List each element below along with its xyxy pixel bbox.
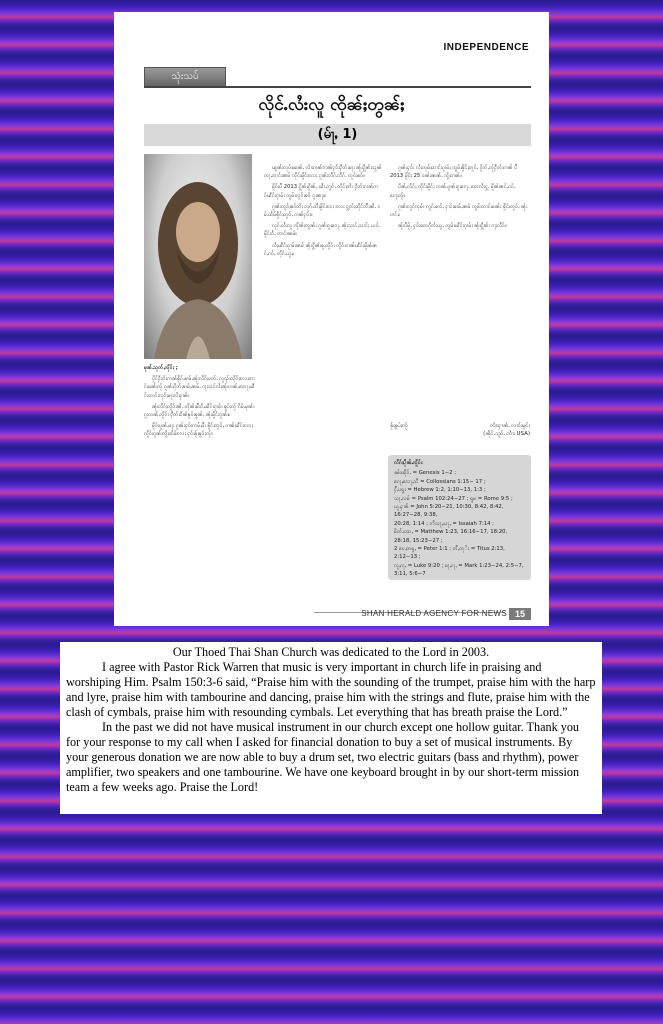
portrait-image xyxy=(144,154,252,359)
article-column-1 xyxy=(144,364,256,604)
column-author: မုၼ်ႉသုတ်ႇၸိုဝ်ႈ ; xyxy=(144,365,178,371)
reference-item: လူႇၵႃႇ = Luke 9:20 ; မႃႇၵႃႇ = Mark 1:23−24, 2:5−7, 3:11, 5:6−7 xyxy=(394,562,524,578)
signature-closing: ၶႂ်ႈၶွပ်ႈၸႂ် xyxy=(390,423,408,429)
reference-list xyxy=(394,469,525,578)
reference-item: ယူႇႁၼ် = John 5:20−21, 10:30, 8:42, 8:42, 16:27−28, 9:38, xyxy=(394,504,504,519)
caption-paragraph: I agree with Pastor Rick Warren that music is very important in church life in praising and worshiping Him. Psalm 150:3-6 said, “Praise him with the sounding of the trumpet, praise him with the harp and lyre, praise him with tambourine and dancing, praise him with the strings and flute, praise him with the clash of cymbals, praise him with resounding cymbals. Let everything that has breath praise the Lord.” xyxy=(66,660,596,719)
reference-box xyxy=(388,455,531,580)
column-paragraph: ပိူင်ႁဵတ်းဢၼ်ၶိုၵ်ႉၶၢမ်ႇၼႂ်းလိၵ်ႈၵတ်ႉ လူၺ်ႈၸိုဝ်ႈလႄႈတၢင်းမၼ်ႈၸႂ် ၵူၼ်းၵိုတ်ႇၶၢမ်ႇၼမ်ႉ ၵႃႈသင်လႆႈၼႂ်းပၢၼ်ႇတေႃႇၽဵင်းတၢင်းလုၵ်ႈမႃးလႆႈႁၼ်။ xyxy=(144,376,256,399)
reference-item: သႃႇလမ် = Psalm 102:24−27 ; ရူမ = Rome 9:5 ; xyxy=(394,495,513,502)
footer-publisher: SHAN HERALD AGENCY FOR NEWS xyxy=(361,609,507,618)
column-paragraph: ၵူၼ်းလူင်ၸုမ်း ဢွၵ်ႇၶၢဝ်ႇ ႁၢင်ႈၶၢမ်ႇၼမ် ၸွမ်းတၢင်းမၼ်ႈ ၶိူင်ႈတူဝ်ႇ ၼႂ်းပၢင်ႇ။ xyxy=(390,203,528,219)
reference-item: ၶမ်းၽိုၵ်ႉ = Genesis 1−2 ; xyxy=(394,470,456,477)
caption-title: Our Thoed Thai Shan Church was dedicated to the Lord in 2003. xyxy=(172,645,490,659)
signature-name: ၸၢႆးႁၢၼ်ႉ လၢဝ်းမူင်း xyxy=(490,423,530,429)
reference-item: ၵေႃႇလေႃႇသဵ = Collossians 1:15− 17 ; xyxy=(394,478,486,485)
article-column-3 xyxy=(390,164,528,464)
caption-paragraph: In the past we did not have musical instrument in our church except one hollow guitar. Thank you for your response to my call when I asked for financial donation to buy a set of musical instruments. By your generous donation we are now able to buy a drum set, two electric guitars (bass and rhythm), power amplifier, two speakers and one tambourine. We have one keyboard brought in by our short-term mission team a few weeks ago. Praise the Lord! xyxy=(66,720,580,794)
reference-item: မႅတ်ႉထႄႇ = Matthew 1:23, 16:16−17, 18:20, 28:18, 15:23−27 ; xyxy=(394,529,508,544)
page-header-label: INDEPENDENCE xyxy=(443,42,529,53)
article-subtitle: (မ်ႃႇ 1) xyxy=(144,124,531,146)
column-paragraph: လႆႈၽဵင်းၵႂၢမ်းၼမ် ၼႂ်းႁိူၼ်းၶူႇၸိူဝ်း ၸိူဝ်းၵၢၼ်ၽဵင်းမိူၼ်ၼင်ႇၵဝ်ႇ တိုၵ်ႉယူႇ။ xyxy=(264,242,378,257)
section-divider xyxy=(144,86,531,88)
portrait-illustration xyxy=(144,154,252,359)
page-number: 15 xyxy=(509,608,531,620)
section-tab: သုံးသပ် xyxy=(144,67,226,87)
column-paragraph: မိူဝ်ႈပူၼ်ႉမႃး ၵူၼ်းႁဝ်းဢမ်ႇမီး ၶိူင်ႈတူဝ်ႇ ၵၢၼ်ၽဵင်းလႄႈ ၸိူဝ်းၵူၼ်းၸွႆႈထႅမ်လႄႈ ႁဝ်းၶႂ်ႈၶွပ်ႈၸႂ်။ xyxy=(144,423,253,438)
column-paragraph: ၵူၼ်းႁဝ်း လႆႈၸုမ်ႈတၢင်းၵႂၢမ်း ၸွမ်းၶိူင်ႈတူဝ်ႇ ၵိူတ်ႇၸႂ်ႁဵတ်းၵၢၼ် ပီ 2013 မိူဝ်ႈ 25 ဝၼ်းၼၼ်ႉ ၸွႆႈၵၢၼ်။ xyxy=(390,165,518,180)
reference-item: 2 ပေႇတရူႇ = Peter 1:1 ; တီႇတုႆး = Titus 2:13, 2:12−13 ; xyxy=(394,546,505,561)
column-paragraph: ၼႂ်းပီမႂ်ႇ ႁဝ်းတေၵိုတ်းယူႇ ၸွမ်းၽဵင်းၵႂၢမ်း ၼႂ်းႁိူၼ်း ၵႃႈလဵဝ်။ xyxy=(398,223,507,230)
column-paragraph: ပိၼ်ႇလႅၵ်ႈ ၸိုင်ႈမိူင်း ၸၼ်ႉၵူၼ်းၵူႈၵေႃႉ တေလႆႈႁူႉ မိူၼ်ၼင်ႇၵဝ်ႇ ၵေႃႈၸႂ်။ xyxy=(390,184,516,199)
column-paragraph: ၼႂ်းလိၵ်ႈၸိူဝ်းၼႆႉ တိုၼ်းမီးဝႆႉၽဵင်းၵႂၢမ်း ၶွပ်ႈၸႂ် ၵႅမ်ႇမုၼ်း ၵူႈၸၼ်ႉၸိူဝ်း ႁဵတ်းပဵၼ်ၶူဝ်းၶွၼ်ႇ ၼႂ်းမိူင်းၵူၼ်း။ xyxy=(144,403,255,419)
article-signature xyxy=(390,422,530,438)
column-paragraph: ၽွၼ်းလုပ်ႈၽၼ်ႇ လၢႆးၵၢၼ်ဢၼ်ႁဝ်းႁဵတ်းမႃး ၼႂ်းႁိူၼ်းသွၼ်တႃႇတၢင်းၼမ် ၸိုင်ႈမိူင်းလႄႈ ၵူၼ်းလဵၵ်ႉလဵၵ်ႉ ၸူဝ်ႈၶဝ်။ xyxy=(264,165,382,180)
reference-box-title: လိၵ်ႈပိုၼ်ႉၸိူဝ်း xyxy=(394,460,423,466)
signature-place: (ၼိုင်ႉသူဝ်ႉ ၸၢႆး USA) xyxy=(483,431,530,437)
article-column-2 xyxy=(264,164,382,604)
column-paragraph: ၵူၼ်းၸူဝ်ႈၶဝ်တႆး လုၵ်ႉတီႈမိူင်းၵႄႈ လႄႈ ႁွတ်ႈထိုင်တီႈၼႆႉ ၵမ်ႉထႅမ်ၶိူင်ႈတူဝ်ႇ ၵၢၼ်ႁဝ်း။ xyxy=(264,203,381,219)
reference-item: ႁီႇပရူး = Hebrew 1:2, 1:10−13, 1:3 ; xyxy=(394,487,486,494)
reference-item: 20:28, 1:14 ; ဢိသႃႇယႃႇ = Issaiah 7:14 ; xyxy=(394,520,494,527)
caption-box xyxy=(60,642,602,814)
column-paragraph: မိူဝ်ႈပီ 2013 ႁိူၼ်းၵိူၼ်ႇ ၽၢႆႇဢွၵ်ႇ ၸိုင်ႈတႆး ႁဵတ်းၵၢၼ်ဢဝ်ၽဵင်းၵႂၢမ်း ၸွမ်းလူၵ်ႈၶဝ် ၵူႈၼႃႈ။ xyxy=(264,184,379,199)
column-paragraph: လုၵ်ႉလႆးလူ ၸိုၼ်ႈတွၼ်ႈ ၵူၼ်းၵူႈၵေႃႉ ၼႂ်းသၢင်ႇသၢင်ႈ ယဝ်ႉမိူင်းဝႆႉ တၢင်းၼမ်။ xyxy=(264,223,381,238)
article-title: လိုင်ႉလႆးလူ ၸိုၼ်ႈတွၼ်ႈ xyxy=(258,95,405,115)
magazine-page xyxy=(114,12,549,626)
